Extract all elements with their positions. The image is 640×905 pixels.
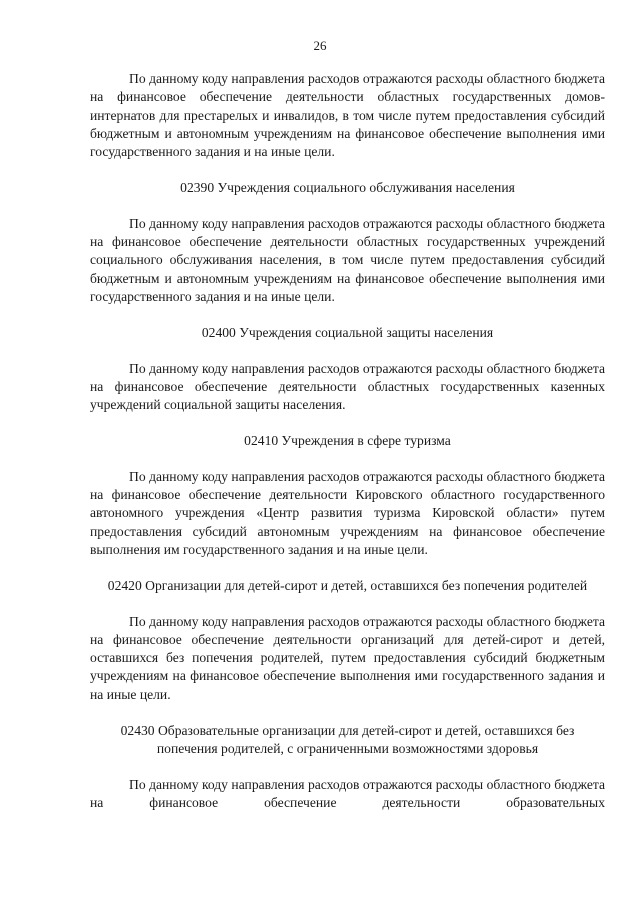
paragraph: По данному коду направления расходов отражаются расходы областного бюджета на финансовое обеспечение деятельности областных государственных учреждений социального обслуживания населения, в том числе путем предоставления субсидий бюджетным и автономным учреждениям на финансовое обеспечение выполнения ими государственного задания и на иные цели. xyxy=(90,215,605,304)
paragraph: По данному коду направления расходов отражаются расходы областного бюджета на финансовое обеспечение деятельности организаций для детей-сирот и детей, оставшихся без попечения родителей, путем предоставления субсидий бюджетным учреждениям на финансовое обеспечение выполнения ими государственного задания и на иные цели. xyxy=(90,613,605,702)
page-number: 26 xyxy=(313,38,327,53)
section-heading: 02420 Организации для детей-сирот и детей, оставшихся без попечения родителей xyxy=(107,578,588,594)
paragraph: По данному коду направления расходов отражаются расходы областного бюджета на финансовое обеспечение деятельности образовательных xyxy=(90,776,605,810)
document-body xyxy=(90,70,605,812)
paragraph: По данному коду направления расходов отражаются расходы областного бюджета на финансовое обеспечение деятельности областных государственных казенных учреждений социальной защиты населения. xyxy=(90,360,605,413)
paragraph: По данному коду направления расходов отражаются расходы областного бюджета на финансовое обеспечение деятельности областных государственных домов-интернатов для престарелых и инвалидов, в том числе путем предоставления субсидий бюджетным и автономным учреждениям на финансовое обеспечение выполнения ими государственного задания и на иные цели. xyxy=(90,71,605,160)
section-heading: 02410 Учреждения в сфере туризма xyxy=(244,433,451,449)
paragraph: По данному коду направления расходов отражаются расходы областного бюджета на финансовое обеспечение деятельности Кировского областного государственного автономного учреждения «Центр развития туризма Кировской области» путем предоставления субсидий автономным учреждениям на финансовое обеспечение выполнения им государственного задания и на иные цели. xyxy=(90,468,605,557)
section-heading: 02400 Учреждения социальной защиты населения xyxy=(201,325,494,341)
section-heading: 02430 Образовательные организации для детей-сирот и детей, оставшихся без попечения родителей, с ограниченными возможностями здоровья xyxy=(120,723,575,757)
section-heading: 02390 Учреждения социального обслуживания населения xyxy=(180,180,515,196)
